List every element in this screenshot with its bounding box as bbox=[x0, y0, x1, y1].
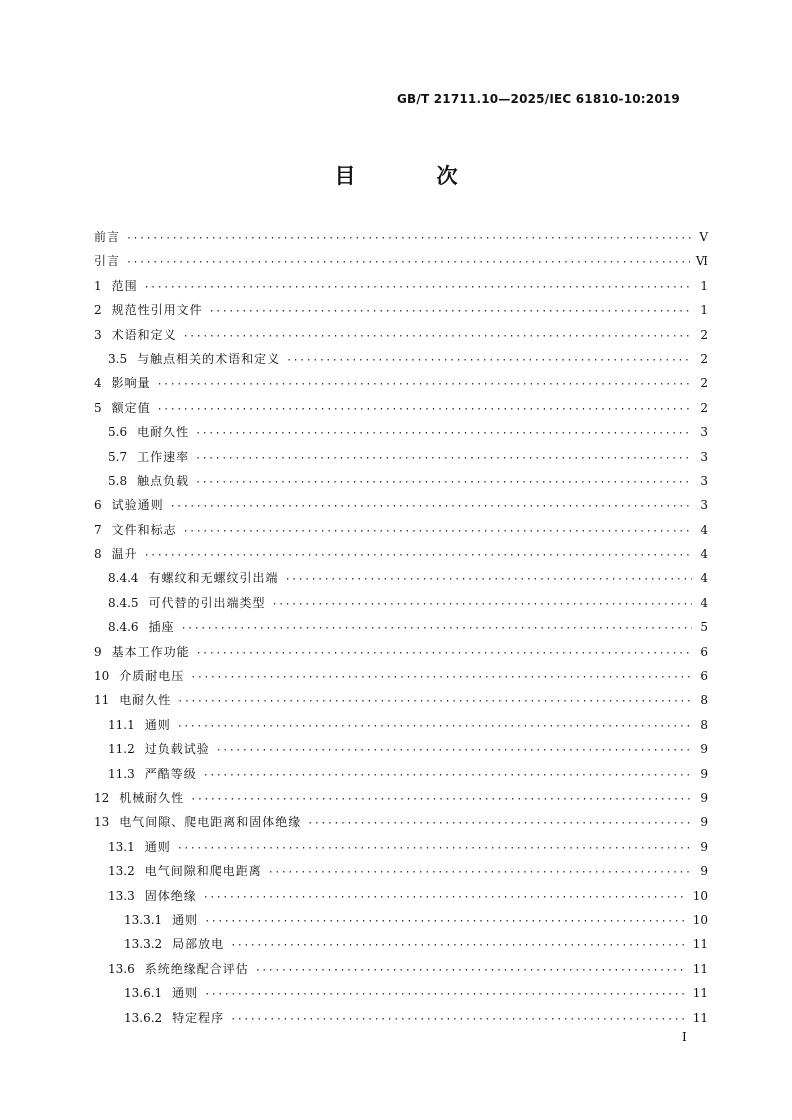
toc-entry-label: 术语和定义 bbox=[111, 327, 177, 342]
toc-entry-number: 13 bbox=[94, 815, 110, 830]
toc-entry-number: 11 bbox=[94, 693, 110, 708]
toc-entry-number: 3 bbox=[94, 327, 102, 342]
toc-entry-label: 与触点相关的术语和定义 bbox=[137, 351, 281, 366]
toc-entry-label: 通则 bbox=[172, 986, 199, 1001]
toc-entry-page: 3 bbox=[700, 449, 708, 464]
toc-entry-number: 13.3.1 bbox=[124, 912, 163, 927]
toc-leader-dots bbox=[183, 520, 692, 544]
toc-entry[interactable] bbox=[94, 688, 708, 712]
toc-entry-page: 9 bbox=[700, 864, 708, 879]
toc-entry-page: 11 bbox=[692, 986, 708, 1001]
toc-title: 目 次 bbox=[334, 164, 488, 188]
toc-entry-label: 插座 bbox=[148, 620, 175, 635]
toc-entry-number: 4 bbox=[94, 376, 102, 391]
toc-leader-dots bbox=[144, 544, 692, 568]
toc-entry-page: 6 bbox=[700, 669, 708, 684]
toc-leader-dots bbox=[230, 934, 687, 958]
toc-leader-dots bbox=[285, 568, 692, 592]
toc-entry-page: 3 bbox=[700, 498, 708, 513]
toc-leader-dots bbox=[126, 227, 692, 251]
toc-entry[interactable] bbox=[94, 566, 708, 590]
toc-entry-page: 2 bbox=[700, 376, 708, 391]
toc-entry-label: 机械耐久性 bbox=[119, 790, 185, 805]
toc-entry-number: 7 bbox=[94, 522, 102, 537]
toc-entry-number: 11.3 bbox=[108, 766, 135, 781]
toc-entry-page: 9 bbox=[700, 790, 708, 805]
toc-entry-label: 额定值 bbox=[111, 400, 151, 415]
toc-entry-page: Ⅴ bbox=[699, 230, 708, 244]
toc-entry-label: 严酷等级 bbox=[144, 766, 197, 781]
toc-entry-number: 8.4.6 bbox=[108, 620, 139, 635]
toc-entry-label: 电气间隙、爬电距离和固体绝缘 bbox=[119, 815, 302, 830]
toc-entry[interactable] bbox=[94, 835, 708, 859]
toc-entry-page: 5 bbox=[700, 620, 708, 635]
toc-entry-label: 文件和标志 bbox=[111, 522, 177, 537]
toc-leader-dots bbox=[177, 837, 692, 861]
toc-entry-number: 13.6.1 bbox=[124, 986, 163, 1001]
toc-leader-dots bbox=[255, 959, 687, 983]
toc-entry-label: 局部放电 bbox=[172, 937, 225, 952]
toc-entry[interactable] bbox=[94, 249, 708, 273]
toc-entry-page: 2 bbox=[700, 327, 708, 342]
toc-entry[interactable] bbox=[94, 981, 708, 1005]
toc-entry-number: 12 bbox=[94, 790, 110, 805]
toc-entry-page: 4 bbox=[700, 547, 708, 562]
toc-entry[interactable] bbox=[94, 957, 708, 981]
toc-leader-dots bbox=[190, 666, 692, 690]
toc-entry-label: 规范性引用文件 bbox=[111, 303, 203, 318]
toc-leader-dots bbox=[204, 983, 687, 1007]
toc-entry[interactable] bbox=[94, 884, 708, 908]
toc-entry-number: 1 bbox=[94, 278, 102, 293]
toc-entry-label: 介质耐电压 bbox=[119, 669, 185, 684]
toc-entry-label: 范围 bbox=[111, 278, 138, 293]
toc-entry-page: 3 bbox=[700, 425, 708, 440]
table-of-contents bbox=[94, 225, 708, 1030]
toc-leader-dots bbox=[209, 300, 692, 324]
toc-entry[interactable] bbox=[94, 493, 708, 517]
toc-entry-label: 触点负载 bbox=[137, 473, 190, 488]
toc-entry[interactable] bbox=[94, 298, 708, 322]
toc-entry-page: 4 bbox=[700, 522, 708, 537]
toc-entry-number: 5 bbox=[94, 400, 102, 415]
toc-leader-dots bbox=[157, 398, 692, 422]
toc-entry-number: 8.4.5 bbox=[108, 595, 139, 610]
toc-leader-dots bbox=[196, 642, 692, 666]
toc-entry-label: 通则 bbox=[144, 717, 171, 732]
toc-entry-page: 4 bbox=[700, 595, 708, 610]
toc-entry-label: 固体绝缘 bbox=[144, 888, 197, 903]
toc-entry-label: 过负载试验 bbox=[144, 742, 210, 757]
toc-leader-dots bbox=[203, 886, 687, 910]
toc-entry-label: 工作速率 bbox=[137, 449, 190, 464]
toc-entry-page: 6 bbox=[700, 644, 708, 659]
toc-entry-label: 基本工作功能 bbox=[111, 644, 190, 659]
toc-leader-dots bbox=[170, 495, 692, 519]
toc-entry[interactable] bbox=[94, 786, 708, 810]
toc-entry-number: 13.6 bbox=[108, 961, 135, 976]
toc-leader-dots bbox=[216, 739, 692, 763]
toc-entry[interactable] bbox=[94, 225, 708, 249]
toc-entry-number: 5.7 bbox=[108, 449, 128, 464]
toc-leader-dots bbox=[177, 715, 692, 739]
toc-entry-number: 11.1 bbox=[108, 717, 135, 732]
toc-entry[interactable] bbox=[94, 420, 708, 444]
toc-entry-number: 2 bbox=[94, 303, 102, 318]
toc-entry-page: 8 bbox=[700, 717, 708, 732]
toc-entry[interactable] bbox=[94, 737, 708, 761]
toc-entry-page: Ⅵ bbox=[695, 254, 708, 269]
toc-entry[interactable] bbox=[94, 518, 708, 542]
toc-entry-page: 2 bbox=[700, 400, 708, 415]
toc-leader-dots bbox=[190, 788, 692, 812]
toc-entry[interactable] bbox=[94, 762, 708, 786]
toc-entry[interactable] bbox=[94, 347, 708, 371]
toc-entry[interactable] bbox=[94, 615, 708, 639]
toc-entry-label: 引言 bbox=[94, 254, 121, 269]
toc-entry[interactable] bbox=[94, 396, 708, 420]
toc-entry-number: 10 bbox=[94, 669, 110, 684]
toc-entry[interactable] bbox=[94, 908, 708, 932]
toc-entry-number: 5.8 bbox=[108, 473, 128, 488]
toc-entry-number: 8 bbox=[94, 547, 102, 562]
toc-leader-dots bbox=[177, 690, 692, 714]
toc-entry-number: 8.4.4 bbox=[108, 571, 139, 586]
toc-entry[interactable] bbox=[94, 664, 708, 688]
toc-entry-number: 3.5 bbox=[108, 351, 128, 366]
toc-entry-label: 电耐久性 bbox=[119, 693, 172, 708]
toc-entry-page: 8 bbox=[700, 693, 708, 708]
toc-entry[interactable] bbox=[94, 274, 708, 298]
toc-leader-dots bbox=[195, 471, 692, 495]
toc-entry-page: 11 bbox=[692, 961, 708, 976]
toc-entry-label: 特定程序 bbox=[172, 1010, 225, 1025]
toc-entry-page: 9 bbox=[700, 766, 708, 781]
toc-entry-number: 9 bbox=[94, 644, 102, 659]
toc-entry-page: 9 bbox=[700, 742, 708, 757]
toc-entry[interactable] bbox=[94, 640, 708, 664]
toc-entry-label: 影响量 bbox=[111, 376, 151, 391]
toc-entry-number: 13.2 bbox=[108, 864, 135, 879]
toc-leader-dots bbox=[181, 617, 692, 641]
toc-leader-dots bbox=[286, 349, 692, 373]
toc-entry-label: 前言 bbox=[94, 230, 121, 244]
toc-entry-page: 2 bbox=[700, 351, 708, 366]
toc-entry-number: 6 bbox=[94, 498, 102, 513]
toc-entry-number: 5.6 bbox=[108, 425, 128, 440]
toc-entry[interactable] bbox=[94, 323, 708, 347]
toc-entry[interactable] bbox=[94, 1006, 708, 1030]
toc-entry-label: 通则 bbox=[172, 912, 199, 927]
toc-entry-label: 系统绝缘配合评估 bbox=[144, 961, 249, 976]
toc-entry-page: 9 bbox=[700, 839, 708, 854]
toc-entry-number: 11.2 bbox=[108, 742, 135, 757]
toc-entry-number: 13.6.2 bbox=[124, 1010, 163, 1025]
toc-leader-dots bbox=[195, 447, 692, 471]
toc-entry-page: 3 bbox=[700, 473, 708, 488]
toc-entry-page: 11 bbox=[692, 1010, 708, 1025]
toc-entry-page: 1 bbox=[700, 278, 708, 293]
toc-entry[interactable] bbox=[94, 591, 708, 615]
toc-leader-dots bbox=[195, 422, 692, 446]
toc-entry-page: 11 bbox=[692, 937, 708, 952]
toc-entry-page: 9 bbox=[700, 815, 708, 830]
toc-leader-dots bbox=[204, 910, 687, 934]
toc-entry-number: 13.1 bbox=[108, 839, 135, 854]
toc-entry-page: 4 bbox=[700, 571, 708, 586]
toc-entry-page: 1 bbox=[700, 303, 708, 318]
toc-entry[interactable] bbox=[94, 542, 708, 566]
toc-entry[interactable] bbox=[94, 445, 708, 469]
page-number: Ⅰ bbox=[682, 1030, 687, 1044]
toc-leader-dots bbox=[203, 764, 692, 788]
toc-leader-dots bbox=[157, 373, 692, 397]
toc-entry-label: 温升 bbox=[111, 547, 138, 562]
toc-leader-dots bbox=[230, 1008, 687, 1032]
toc-entry-number: 13.3.2 bbox=[124, 937, 163, 952]
toc-entry-label: 通则 bbox=[144, 839, 171, 854]
toc-leader-dots bbox=[144, 276, 692, 300]
toc-entry-label: 可代替的引出端类型 bbox=[148, 595, 266, 610]
toc-entry-label: 电耐久性 bbox=[137, 425, 190, 440]
toc-entry[interactable] bbox=[94, 371, 708, 395]
toc-entry[interactable] bbox=[94, 810, 708, 834]
toc-entry[interactable] bbox=[94, 469, 708, 493]
toc-entry[interactable] bbox=[94, 932, 708, 956]
toc-entry-label: 试验通则 bbox=[111, 498, 164, 513]
toc-entry[interactable] bbox=[94, 713, 708, 737]
toc-leader-dots bbox=[268, 861, 692, 885]
toc-leader-dots bbox=[307, 812, 692, 836]
toc-entry-number: 13.3 bbox=[108, 888, 135, 903]
toc-leader-dots bbox=[126, 251, 690, 275]
toc-leader-dots bbox=[272, 593, 692, 617]
toc-entry-page: 10 bbox=[692, 912, 708, 927]
toc-leader-dots bbox=[183, 325, 692, 349]
standard-number: GB/T 21711.10—2025/IEC 61810-10:2019 bbox=[396, 92, 680, 106]
toc-entry-label: 电气间隙和爬电距离 bbox=[144, 864, 262, 879]
toc-entry[interactable] bbox=[94, 859, 708, 883]
toc-entry-page: 10 bbox=[692, 888, 708, 903]
toc-entry-label: 有螺纹和无螺纹引出端 bbox=[148, 571, 279, 586]
